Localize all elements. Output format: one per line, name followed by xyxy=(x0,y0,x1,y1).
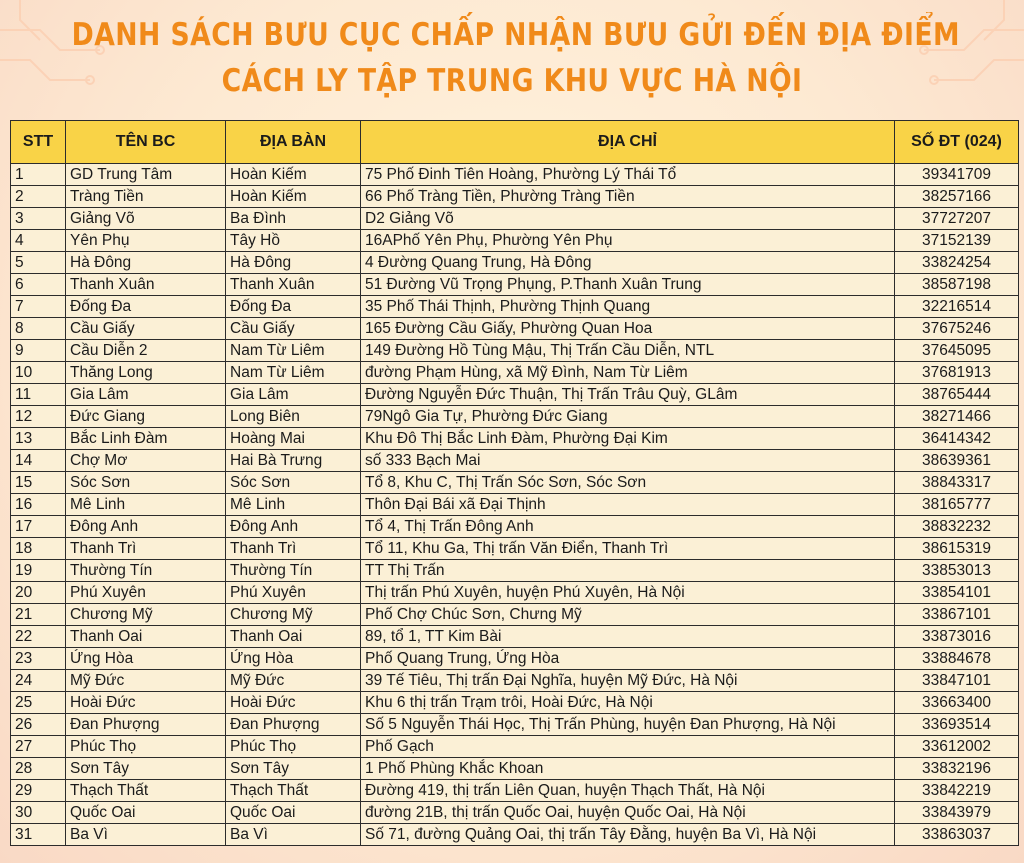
cell-phone: 38271466 xyxy=(895,406,1019,428)
cell-address: Đường Nguyễn Đức Thuận, Thị Trấn Trâu Quỳ, GLâm xyxy=(361,384,895,406)
cell-area: Phú Xuyên xyxy=(226,582,361,604)
cell-phone: 33832196 xyxy=(895,758,1019,780)
table-row xyxy=(11,714,1019,736)
cell-phone: 38165777 xyxy=(895,494,1019,516)
cell-phone: 37727207 xyxy=(895,208,1019,230)
cell-stt: 21 xyxy=(11,604,66,626)
cell-phone: 33847101 xyxy=(895,670,1019,692)
cell-area: Quốc Oai xyxy=(226,802,361,824)
header-stt: STT xyxy=(11,121,66,164)
table-header-row xyxy=(11,121,1019,164)
cell-name: Phúc Thọ xyxy=(66,736,226,758)
cell-stt: 30 xyxy=(11,802,66,824)
title-line-2: CÁCH LY TẬP TRUNG KHU VỰC HÀ NỘI xyxy=(221,63,803,99)
cell-stt: 24 xyxy=(11,670,66,692)
cell-address: 4 Đường Quang Trung, Hà Đông xyxy=(361,252,895,274)
cell-phone: 33854101 xyxy=(895,582,1019,604)
cell-name: Sóc Sơn xyxy=(66,472,226,494)
cell-area: Ứng Hòa xyxy=(226,648,361,670)
cell-name: Sơn Tây xyxy=(66,758,226,780)
cell-stt: 18 xyxy=(11,538,66,560)
table-row xyxy=(11,538,1019,560)
cell-stt: 4 xyxy=(11,230,66,252)
cell-area: Long Biên xyxy=(226,406,361,428)
cell-stt: 25 xyxy=(11,692,66,714)
cell-phone: 37152139 xyxy=(895,230,1019,252)
cell-phone: 37675246 xyxy=(895,318,1019,340)
cell-name: Mê Linh xyxy=(66,494,226,516)
post-office-table xyxy=(10,120,1019,846)
cell-area: Hoàn Kiếm xyxy=(226,164,361,186)
cell-area: Đông Anh xyxy=(226,516,361,538)
cell-phone: 38832232 xyxy=(895,516,1019,538)
cell-area: Thạch Thất xyxy=(226,780,361,802)
cell-area: Hoài Đức xyxy=(226,692,361,714)
cell-stt: 9 xyxy=(11,340,66,362)
cell-area: Ba Đình xyxy=(226,208,361,230)
cell-phone: 37681913 xyxy=(895,362,1019,384)
cell-stt: 2 xyxy=(11,186,66,208)
table-row xyxy=(11,296,1019,318)
cell-phone: 33884678 xyxy=(895,648,1019,670)
cell-name: Chợ Mơ xyxy=(66,450,226,472)
cell-address: Tổ 4, Thị Trấn Đông Anh xyxy=(361,516,895,538)
table-row xyxy=(11,164,1019,186)
cell-stt: 26 xyxy=(11,714,66,736)
cell-area: Hai Bà Trưng xyxy=(226,450,361,472)
cell-stt: 19 xyxy=(11,560,66,582)
table-row xyxy=(11,516,1019,538)
table-row xyxy=(11,648,1019,670)
cell-area: Thường Tín xyxy=(226,560,361,582)
cell-name: Ba Vì xyxy=(66,824,226,846)
cell-phone: 38765444 xyxy=(895,384,1019,406)
cell-stt: 8 xyxy=(11,318,66,340)
cell-area: Tây Hồ xyxy=(226,230,361,252)
table-row xyxy=(11,626,1019,648)
cell-name: GD Trung Tâm xyxy=(66,164,226,186)
cell-stt: 29 xyxy=(11,780,66,802)
table-row xyxy=(11,230,1019,252)
cell-name: Thường Tín xyxy=(66,560,226,582)
cell-phone: 33842219 xyxy=(895,780,1019,802)
cell-phone: 33824254 xyxy=(895,252,1019,274)
cell-area: Nam Từ Liêm xyxy=(226,362,361,384)
cell-name: Ứng Hòa xyxy=(66,648,226,670)
cell-name: Mỹ Đức xyxy=(66,670,226,692)
cell-name: Đông Anh xyxy=(66,516,226,538)
cell-stt: 5 xyxy=(11,252,66,274)
cell-address: 16APhố Yên Phụ, Phường Yên Phụ xyxy=(361,230,895,252)
cell-stt: 28 xyxy=(11,758,66,780)
cell-area: Chương Mỹ xyxy=(226,604,361,626)
cell-address: D2 Giảng Võ xyxy=(361,208,895,230)
cell-name: Thanh Oai xyxy=(66,626,226,648)
cell-name: Đống Đa xyxy=(66,296,226,318)
cell-area: Thanh Trì xyxy=(226,538,361,560)
cell-phone: 37645095 xyxy=(895,340,1019,362)
cell-address: 75 Phố Đinh Tiên Hoàng, Phường Lý Thái Tổ xyxy=(361,164,895,186)
cell-area: Thanh Oai xyxy=(226,626,361,648)
table-row xyxy=(11,692,1019,714)
cell-phone: 33867101 xyxy=(895,604,1019,626)
cell-address: 79Ngô Gia Tự, Phường Đức Giang xyxy=(361,406,895,428)
cell-area: Nam Từ Liêm xyxy=(226,340,361,362)
table-row xyxy=(11,802,1019,824)
table-row xyxy=(11,362,1019,384)
table-row xyxy=(11,428,1019,450)
cell-address: Số 71, đường Quảng Oai, thị trấn Tây Đằng, huyện Ba Vì, Hà Nội xyxy=(361,824,895,846)
cell-address: 149 Đường Hồ Tùng Mậu, Thị Trấn Cầu Diễn, NTL xyxy=(361,340,895,362)
cell-address: Khu Đô Thị Bắc Linh Đàm, Phường Đại Kim xyxy=(361,428,895,450)
cell-address: 66 Phố Tràng Tiền, Phường Tràng Tiền xyxy=(361,186,895,208)
cell-stt: 23 xyxy=(11,648,66,670)
cell-name: Thăng Long xyxy=(66,362,226,384)
cell-phone: 38615319 xyxy=(895,538,1019,560)
cell-name: Thanh Trì xyxy=(66,538,226,560)
table-row xyxy=(11,186,1019,208)
cell-area: Mỹ Đức xyxy=(226,670,361,692)
cell-stt: 16 xyxy=(11,494,66,516)
cell-stt: 12 xyxy=(11,406,66,428)
cell-area: Hoàng Mai xyxy=(226,428,361,450)
cell-name: Gia Lâm xyxy=(66,384,226,406)
cell-name: Cầu Giấy xyxy=(66,318,226,340)
table-row xyxy=(11,406,1019,428)
cell-address: Số 5 Nguyễn Thái Học, Thị Trấn Phùng, huyện Đan Phượng, Hà Nội xyxy=(361,714,895,736)
cell-phone: 38843317 xyxy=(895,472,1019,494)
cell-stt: 14 xyxy=(11,450,66,472)
cell-name: Tràng Tiền xyxy=(66,186,226,208)
cell-address: TT Thị Trấn xyxy=(361,560,895,582)
cell-address: Thị trấn Phú Xuyên, huyện Phú Xuyên, Hà Nội xyxy=(361,582,895,604)
cell-area: Sóc Sơn xyxy=(226,472,361,494)
cell-address: 1 Phố Phùng Khắc Khoan xyxy=(361,758,895,780)
cell-phone: 33612002 xyxy=(895,736,1019,758)
table-row xyxy=(11,252,1019,274)
cell-stt: 1 xyxy=(11,164,66,186)
cell-area: Cầu Giấy xyxy=(226,318,361,340)
cell-area: Gia Lâm xyxy=(226,384,361,406)
cell-stt: 7 xyxy=(11,296,66,318)
cell-name: Cầu Diễn 2 xyxy=(66,340,226,362)
cell-address: Thôn Đại Bái xã Đại Thịnh xyxy=(361,494,895,516)
table-row xyxy=(11,582,1019,604)
cell-name: Hà Đông xyxy=(66,252,226,274)
cell-address: Tổ 11, Khu Ga, Thị trấn Văn Điển, Thanh Trì xyxy=(361,538,895,560)
table-row xyxy=(11,494,1019,516)
cell-address: đường 21B, thị trấn Quốc Oai, huyện Quốc Oai, Hà Nội xyxy=(361,802,895,824)
cell-phone: 32216514 xyxy=(895,296,1019,318)
cell-phone: 38257166 xyxy=(895,186,1019,208)
cell-phone: 33863037 xyxy=(895,824,1019,846)
cell-phone: 38587198 xyxy=(895,274,1019,296)
page-title xyxy=(71,12,960,104)
cell-area: Đống Đa xyxy=(226,296,361,318)
table-row xyxy=(11,450,1019,472)
cell-stt: 20 xyxy=(11,582,66,604)
cell-name: Quốc Oai xyxy=(66,802,226,824)
cell-stt: 11 xyxy=(11,384,66,406)
cell-phone: 33843979 xyxy=(895,802,1019,824)
cell-stt: 22 xyxy=(11,626,66,648)
table-row xyxy=(11,780,1019,802)
cell-name: Đan Phượng xyxy=(66,714,226,736)
cell-address: 39 Tế Tiêu, Thị trấn Đại Nghĩa, huyện Mỹ Đức, Hà Nội xyxy=(361,670,895,692)
cell-area: Ba Vì xyxy=(226,824,361,846)
table-row xyxy=(11,384,1019,406)
cell-stt: 15 xyxy=(11,472,66,494)
cell-name: Yên Phụ xyxy=(66,230,226,252)
cell-address: 165 Đường Cầu Giấy, Phường Quan Hoa xyxy=(361,318,895,340)
cell-address: Phố Chợ Chúc Sơn, Chưng Mỹ xyxy=(361,604,895,626)
table-row xyxy=(11,340,1019,362)
cell-phone: 33853013 xyxy=(895,560,1019,582)
table-row xyxy=(11,736,1019,758)
cell-name: Bắc Linh Đàm xyxy=(66,428,226,450)
cell-area: Hoàn Kiếm xyxy=(226,186,361,208)
cell-phone: 39341709 xyxy=(895,164,1019,186)
table-row xyxy=(11,758,1019,780)
cell-stt: 13 xyxy=(11,428,66,450)
header-name: TÊN BC xyxy=(66,121,226,164)
cell-area: Phúc Thọ xyxy=(226,736,361,758)
cell-address: Khu 6 thị trấn Trạm trôi, Hoài Đức, Hà Nội xyxy=(361,692,895,714)
cell-address: 51 Đường Vũ Trọng Phụng, P.Thanh Xuân Trung xyxy=(361,274,895,296)
cell-address: đường Phạm Hùng, xã Mỹ Đình, Nam Từ Liêm xyxy=(361,362,895,384)
cell-address: Phố Gạch xyxy=(361,736,895,758)
cell-name: Phú Xuyên xyxy=(66,582,226,604)
header-address: ĐỊA CHỈ xyxy=(361,121,895,164)
cell-phone: 38639361 xyxy=(895,450,1019,472)
table-body xyxy=(11,164,1019,846)
cell-stt: 17 xyxy=(11,516,66,538)
cell-stt: 3 xyxy=(11,208,66,230)
cell-address: Đường 419, thị trấn Liên Quan, huyện Thạch Thất, Hà Nội xyxy=(361,780,895,802)
cell-area: Thanh Xuân xyxy=(226,274,361,296)
table-row xyxy=(11,560,1019,582)
cell-name: Đức Giang xyxy=(66,406,226,428)
cell-address: 89, tổ 1, TT Kim Bài xyxy=(361,626,895,648)
table-row xyxy=(11,208,1019,230)
cell-phone: 33663400 xyxy=(895,692,1019,714)
table-row xyxy=(11,824,1019,846)
cell-stt: 6 xyxy=(11,274,66,296)
cell-name: Thanh Xuân xyxy=(66,274,226,296)
cell-area: Sơn Tây xyxy=(226,758,361,780)
cell-area: Mê Linh xyxy=(226,494,361,516)
cell-address: Tổ 8, Khu C, Thị Trấn Sóc Sơn, Sóc Sơn xyxy=(361,472,895,494)
cell-phone: 33873016 xyxy=(895,626,1019,648)
header-phone: SỐ ĐT (024) xyxy=(895,121,1019,164)
cell-phone: 33693514 xyxy=(895,714,1019,736)
cell-stt: 27 xyxy=(11,736,66,758)
cell-name: Hoài Đức xyxy=(66,692,226,714)
cell-name: Giảng Võ xyxy=(66,208,226,230)
cell-name: Thạch Thất xyxy=(66,780,226,802)
cell-phone: 36414342 xyxy=(895,428,1019,450)
cell-address: Phố Quang Trung, Ứng Hòa xyxy=(361,648,895,670)
cell-address: số 333 Bạch Mai xyxy=(361,450,895,472)
cell-stt: 31 xyxy=(11,824,66,846)
cell-name: Chương Mỹ xyxy=(66,604,226,626)
cell-area: Hà Đông xyxy=(226,252,361,274)
title-line-1: DANH SÁCH BƯU CỤC CHẤP NHẬN BƯU GỬI ĐẾN ĐỊA ĐIỂM xyxy=(71,17,960,53)
table-row xyxy=(11,670,1019,692)
cell-stt: 10 xyxy=(11,362,66,384)
table-row xyxy=(11,604,1019,626)
cell-address: 35 Phố Thái Thịnh, Phường Thịnh Quang xyxy=(361,296,895,318)
table-row xyxy=(11,274,1019,296)
header-area: ĐỊA BÀN xyxy=(226,121,361,164)
table-row xyxy=(11,318,1019,340)
table-row xyxy=(11,472,1019,494)
cell-area: Đan Phượng xyxy=(226,714,361,736)
